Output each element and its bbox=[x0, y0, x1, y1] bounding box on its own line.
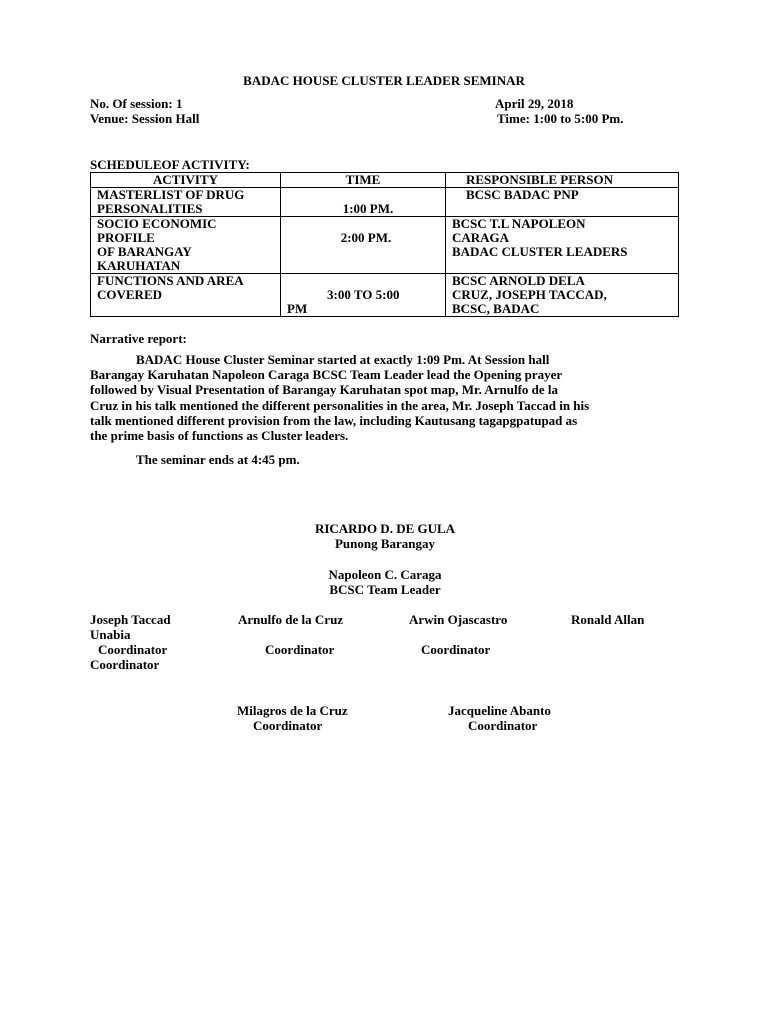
activity-cell bbox=[91, 217, 281, 274]
session-time: Time: 1:00 to 5:00 Pm. bbox=[497, 111, 624, 126]
signatory-title: Coordinator bbox=[98, 642, 168, 657]
time-line: 3:00 TO 5:00 bbox=[327, 287, 400, 302]
activity-line: FUNCTIONS AND AREA bbox=[97, 273, 244, 288]
signatory-title: Coordinator bbox=[265, 642, 335, 657]
document-title: BADAC HOUSE CLUSTER LEADER SEMINAR bbox=[243, 73, 525, 88]
person-line: CARAGA bbox=[452, 230, 510, 245]
narrative-line: followed by Visual Presentation of Barangay Karuhatan spot map, Mr. Arnulfo de la bbox=[90, 382, 559, 397]
time-cell bbox=[281, 217, 446, 274]
activity-line: OF BARANGAY bbox=[97, 244, 192, 259]
time-cell bbox=[281, 188, 446, 217]
activity-cell bbox=[91, 274, 281, 317]
narrative-label: Narrative report: bbox=[90, 331, 187, 346]
time-line: 1:00 PM. bbox=[342, 201, 394, 216]
narrative-line: Barangay Karuhatan Napoleon Caraga BCSC Team Leader lead the Opening prayer bbox=[90, 367, 563, 382]
signatory-name-continued: Unabia bbox=[90, 627, 131, 642]
schedule-table bbox=[90, 172, 679, 317]
activity-line: PROFILE bbox=[97, 230, 155, 245]
person-line: BADAC CLUSTER LEADERS bbox=[452, 244, 628, 259]
seminar-end-note: The seminar ends at 4:45 pm. bbox=[136, 452, 300, 467]
signatory-title: Coordinator bbox=[468, 718, 538, 733]
signatory-name: Arnulfo de la Cruz bbox=[238, 612, 344, 627]
signatory-name: Ronald Allan bbox=[571, 612, 645, 627]
time-line: PM bbox=[287, 301, 308, 316]
time-cell bbox=[281, 274, 446, 317]
column-header-activity: ACTIVITY bbox=[91, 173, 281, 188]
table-header-row bbox=[91, 173, 679, 188]
table-row bbox=[91, 217, 679, 274]
activity-line: MASTERLIST OF DRUG bbox=[97, 187, 245, 202]
person-line: BCSC BADAC PNP bbox=[466, 187, 579, 202]
signatory-title: Coordinator bbox=[90, 657, 160, 672]
signatory-title: Coordinator bbox=[253, 718, 323, 733]
time-line: 2:00 PM. bbox=[340, 230, 392, 245]
venue: Venue: Session Hall bbox=[90, 111, 200, 126]
signatory-name: Arwin Ojascastro bbox=[409, 612, 508, 627]
signatory-name: Joseph Taccad bbox=[90, 612, 171, 627]
narrative-line: talk mentioned different provision from the law, including Kautusang tagapgpatupad as bbox=[90, 413, 578, 428]
narrative-line: the prime basis of functions as Cluster leaders. bbox=[90, 428, 349, 443]
signatory-name: Jacqueline Abanto bbox=[448, 703, 551, 718]
schedule-heading: SCHEDULEOF ACTIVITY: bbox=[90, 157, 250, 172]
session-number: No. Of session: 1 bbox=[90, 96, 183, 111]
person-cell bbox=[446, 188, 679, 217]
signatory-title: BCSC Team Leader bbox=[329, 582, 441, 597]
signatory-name: Milagros de la Cruz bbox=[237, 703, 348, 718]
session-date: April 29, 2018 bbox=[495, 96, 574, 111]
column-header-time: TIME bbox=[281, 173, 446, 188]
narrative-line: BADAC House Cluster Seminar started at exactly 1:09 Pm. At Session hall bbox=[136, 352, 550, 367]
person-line: BCSC, BADAC bbox=[452, 301, 540, 316]
signatory-title: Punong Barangay bbox=[334, 536, 436, 551]
table-row bbox=[91, 274, 679, 317]
activity-cell bbox=[91, 188, 281, 217]
person-line: BCSC ARNOLD DELA bbox=[452, 273, 585, 288]
table-row bbox=[91, 188, 679, 217]
narrative-line: Cruz in his talk mentioned the different personalities in the area, Mr. Joseph Taccad in his bbox=[90, 398, 590, 413]
activity-line: COVERED bbox=[97, 287, 163, 302]
person-line: BCSC T.L NAPOLEON bbox=[452, 216, 586, 231]
activity-line: KARUHATAN bbox=[97, 258, 181, 273]
signatory-title: Coordinator bbox=[421, 642, 491, 657]
column-header-responsible: RESPONSIBLE PERSON bbox=[446, 173, 679, 188]
person-line: CRUZ, JOSEPH TACCAD, bbox=[452, 287, 607, 302]
person-cell bbox=[446, 217, 679, 274]
activity-line: SOCIO ECONOMIC bbox=[97, 216, 217, 231]
signatory-name: Napoleon C. Caraga bbox=[328, 567, 442, 582]
activity-line: PERSONALITIES bbox=[97, 201, 203, 216]
signatory-name: RICARDO D. DE GULA bbox=[314, 521, 456, 536]
person-cell bbox=[446, 274, 679, 317]
